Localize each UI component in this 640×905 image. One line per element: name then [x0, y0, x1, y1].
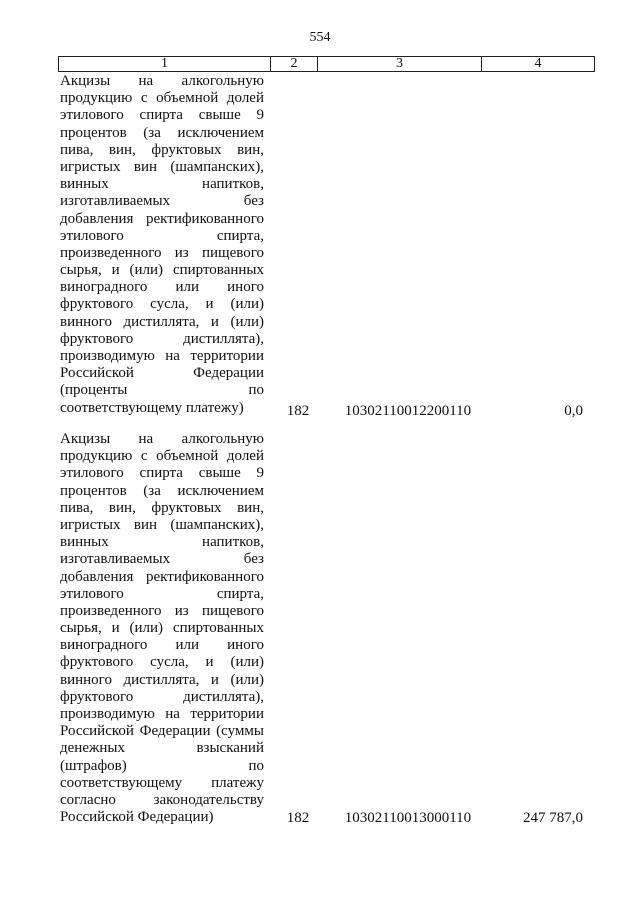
budget-classification-code: 10302110013000110 — [344, 810, 472, 826]
admin-code: 182 — [286, 810, 310, 826]
description-line: винного дистиллята, и (или) — [60, 313, 264, 330]
description-line: изготавливаемых без — [60, 193, 264, 210]
description-line: соответствующему платежу) — [60, 399, 244, 416]
description-line: произведенного из пищевого — [60, 244, 264, 261]
column-header-3: 3 — [317, 57, 481, 71]
description-line: игристых вин (шампанских), — [60, 158, 264, 175]
column-header-4: 4 — [481, 57, 594, 71]
row-description — [60, 431, 264, 826]
description-line: Российской Федерации — [60, 365, 264, 382]
description-line: сырья, и (или) спиртованных — [60, 620, 264, 637]
budget-classification-code: 10302110012200110 — [344, 403, 472, 419]
description-line: игристых вин (шампанских), — [60, 516, 264, 533]
description-line: виноградного или иного — [60, 279, 264, 296]
description-line: продукцию с объемной долей — [60, 448, 264, 465]
description-line: добавления ректификованного — [60, 568, 264, 585]
description-line: процентов (за исключением — [60, 124, 264, 141]
description-line: произведенного из пищевого — [60, 602, 264, 619]
description-line: Российской Федерации) — [60, 809, 214, 826]
column-header-2: 2 — [270, 57, 317, 71]
row-description — [60, 73, 264, 417]
description-line: добавления ректификованного — [60, 210, 264, 227]
table-header — [58, 56, 595, 72]
description-line: этилового спирта, — [60, 585, 264, 602]
description-line: производимую на территории — [60, 706, 264, 722]
amount-value: 247 787,0 — [523, 810, 583, 826]
description-line: сырья, и (или) спиртованных — [60, 262, 264, 279]
description-line: соответствующему платежу — [60, 774, 264, 791]
description-line: производимую на территории — [60, 348, 264, 364]
description-line: продукцию с объемной долей — [60, 90, 264, 107]
description-line: пива, вин, фруктовых вин, — [60, 499, 264, 516]
description-line: этилового спирта свыше 9 — [60, 465, 264, 482]
description-line: изготавливаемых без — [60, 551, 264, 568]
description-line: виноградного или иного — [60, 637, 264, 654]
description-line: фруктового дистиллята), — [60, 330, 264, 347]
column-header-1: 1 — [161, 56, 168, 71]
description-line: винных напитков, — [60, 176, 264, 193]
description-line: согласно законодательству — [60, 791, 264, 808]
table-row — [58, 73, 595, 423]
description-line: Акцизы на алкогольную — [60, 73, 264, 89]
description-line: денежных взысканий — [60, 740, 264, 757]
page-number: 554 — [309, 30, 331, 45]
description-line: фруктового сусла, и (или) — [60, 654, 264, 671]
description-line: фруктового сусла, и (или) — [60, 296, 264, 313]
description-line: этилового спирта свыше 9 — [60, 107, 264, 124]
description-line: (штрафов) по — [60, 757, 264, 774]
description-line: этилового спирта, — [60, 227, 264, 244]
description-line: винного дистиллята, и (или) — [60, 671, 264, 688]
description-line: (проценты по — [60, 382, 264, 399]
description-line: пива, вин, фруктовых вин, — [60, 141, 264, 158]
description-line: Акцизы на алкогольную — [60, 431, 264, 447]
description-line: процентов (за исключением — [60, 482, 264, 499]
amount-value: 0,0 — [564, 403, 583, 419]
admin-code: 182 — [286, 403, 310, 419]
description-line: Российской Федерации (суммы — [60, 723, 264, 740]
table-row — [58, 431, 595, 831]
description-line: винных напитков, — [60, 534, 264, 551]
description-line: фруктового дистиллята), — [60, 688, 264, 705]
